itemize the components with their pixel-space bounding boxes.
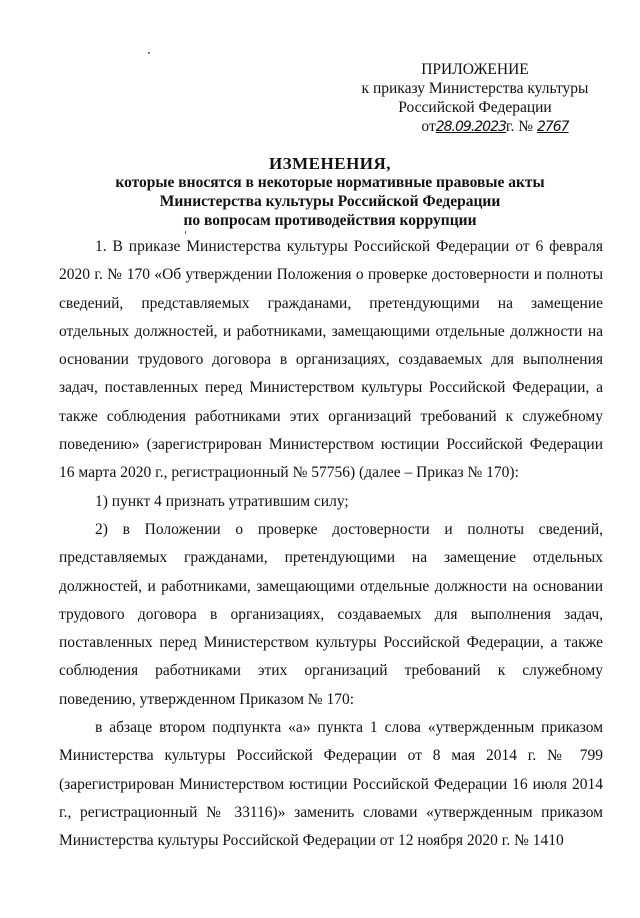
appendix-federation-line: Российской Федерации <box>398 99 552 116</box>
scan-speck <box>148 52 150 54</box>
title-main: ИЗМЕНЕНИЯ, <box>268 154 392 173</box>
paragraph-2: 1) пункт 4 признать утратившим силу; <box>95 492 349 510</box>
title-line-2: Министерства культуры Российской Федерации <box>159 193 501 210</box>
date-prefix: от <box>421 118 436 135</box>
paragraph-4: в абзаце втором подпункта «а» пункта 1 слова «утвержденным приказом Министерства культуры Российской Федерации от 8 мая 2014 г. № 799 (зарегистрирован Министерством юстиции Российской Федерации 16 июля 2014 г., регистрационный № 33116)» заменить словами «утвержденным приказом Министерства культуры Российской Федерации от 12 ноября 2020 г. № 1410 <box>59 719 603 850</box>
scan-speck <box>185 231 186 234</box>
document-body <box>59 233 603 856</box>
order-number: 2767 <box>536 119 569 135</box>
paragraph-1: 1. В приказе Министерства культуры Российской Федерации от 6 февраля 2020 г. № 170 «Об утверждении Положения о проверке достоверности и полноты сведений, представляемых гражданами, претендующими на замещение отдельных должностей, и работниками, замещающими отдельные должности на основании трудового договора в организациях, создаваемых для выполнения задач, поставленных перед Министерством культуры Российской Федерации, а также соблюдения работниками этих организаций требований к служебному поведению» (зарегистрирован Министерством юстиции Российской Федерации 16 марта 2020 г., регистрационный № 57756) (далее – Приказ № 170): <box>59 238 603 482</box>
appendix-order-line: к приказу Министерства культуры <box>361 80 589 97</box>
appendix-label: ПРИЛОЖЕНИЕ <box>421 61 529 78</box>
title-line-1: которые вносятся в некоторые нормативные правовые акты <box>115 174 545 191</box>
order-date: 28.09.2023 <box>435 119 506 135</box>
title-line-3: по вопросам противодействия коррупции <box>183 212 477 229</box>
paragraph-3: 2) в Положении о проверке достоверности и полноты сведений, представляемых гражданами, претендующими на замещение отдельных должностей, и работниками, замещающими отдельные должности на основании трудового договора в организациях, создаваемых для выполнения задач, поставленных перед Министерством культуры Российской Федерации, а также соблюдения работниками этих организаций требований к служебному поведению, утвержденном Приказом № 170: <box>59 520 603 708</box>
appendix-header <box>340 60 610 137</box>
number-separator: г. № <box>505 118 534 135</box>
document-title <box>80 154 580 230</box>
appendix-date-line <box>340 117 610 137</box>
